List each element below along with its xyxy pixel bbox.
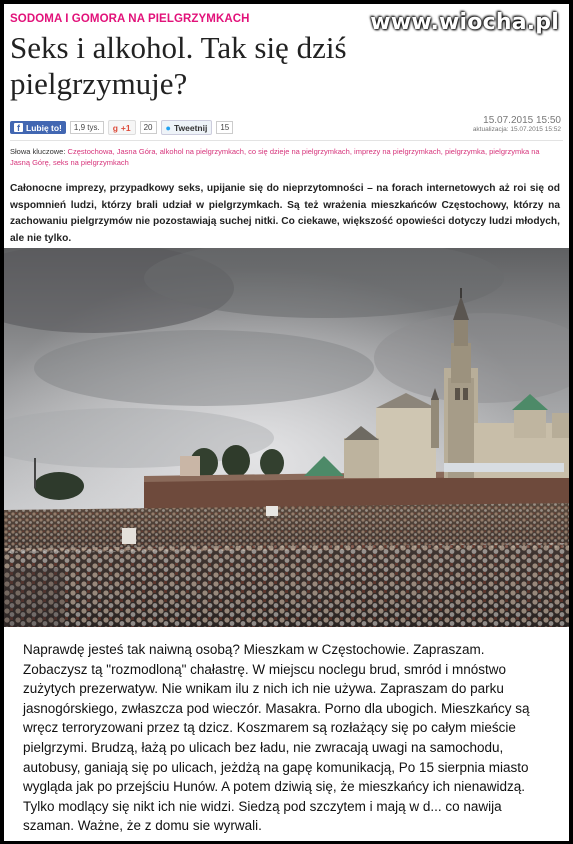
article-lead: Całonocne imprezy, przypadkowy seks, upijanie się do nieprzytomności – na forach internetowych aż roi się od wspomnień ludzi, którzy brali udział w pielgrzymkach. Są też wrażenia mieszkańców Częstochowy, którzy na zachowaniu pielgrzymów nie pozostawiają suchej nitki. Co ciekawe, większość opowieści dotyczy ludzi młodych, ale nie tylko. [10,183,560,244]
google-plus-button[interactable] [108,120,136,135]
comment-text: Naprawdę jesteś tak naiwną osobą? Mieszkam w Częstochowie. Zapraszam. Zobaczysz tą "rozmodloną" chałastrę. W miejscu noclegu brud, smród i mnóstwo zużytych prezerwatyw. Nie wnikam ilu z nich ich nie używa. Zapraszam do parku jasnogórskiego, zwłaszcza pod wieczór. Masakra. Porno dla ubogich. Mieszkańcy są wręcz terroryzowani przez tą dzicz. Koszmarem są rozłażący się po całym mieście pielgrzymi. Brudzą, łażą po ulicach bez ładu, nie zwracają uwagi na samochodu, autobusy, ganiają się po ulicach, jeżdżą na gapę komunikacją, Po 15 sierpnia miasto wygląda jak po przejściu Hunów. A potem dziwią się, że mieszkańcy ich nienawidzą. Tylko modlący się nikt ich nie widzi. Siedzą pod szczytem i mają w d... co nawija szaman. Ważne, że z domu sie wyrwali. [23,642,530,834]
google-plus-label: +1 [120,122,131,133]
photo-illustration [4,248,569,627]
keyword-link[interactable]: alkohol na pielgrzymkach [159,147,244,156]
header-divider [10,140,563,141]
tweet-button[interactable] [161,120,213,135]
keyword-link[interactable]: seks na pielgrzymkach [52,157,129,167]
article-title: Seks i alkohol. Tak się dziś pielgrzymuje? [10,30,347,101]
facebook-like-button[interactable] [10,121,66,134]
keyword-link[interactable]: Jasna Góra [116,147,156,156]
keywords-label: Słowa kluczowe: [10,147,66,156]
social-buttons [10,120,233,135]
published-date: 15.07.2015 15:50 [483,115,561,126]
facebook-like-label: Lubię to! [26,122,62,133]
keyword-link[interactable]: co się dzieje na pielgrzymkach [248,147,350,156]
keyword-link[interactable]: imprezy na pielgrzymkach [354,147,441,156]
article-dates [473,115,561,133]
facebook-icon: f [14,123,23,132]
article-kicker[interactable]: SODOMA I GOMORA NA PIELGRZYMKACH [10,13,250,25]
keyword-link[interactable]: pielgrzymka na Jasną Górę [10,147,540,167]
keywords-list: Słowa kluczowe: Częstochowa, Jasna Góra, alkohol na pielgrzymkach, co się dzieje na pielgrzymkach, imprezy na pielgrzymkach, pielgrzymka, pielgrzymka na Jasną Górę, seks na pielgrzymkach [10,147,540,167]
reader-comment [4,627,569,841]
tweet-label: Tweetnij [173,122,208,133]
article-header [4,4,569,248]
keyword-link[interactable]: pielgrzymka [444,147,485,156]
twitter-bird-icon: ● [165,122,171,133]
google-plus-icon: g [112,122,118,133]
facebook-like-count: 1,9 tys. [70,121,104,134]
keyword-link[interactable]: Częstochowa [67,147,113,156]
updated-date: aktualizacja: 15.07.2015 15:52 [472,126,561,133]
article-photo-jasna-gora-crowd [4,248,569,627]
tweet-count: 15 [216,121,233,134]
google-plus-count: 20 [140,121,157,134]
site-watermark: www.wiocha.pl [370,10,559,35]
